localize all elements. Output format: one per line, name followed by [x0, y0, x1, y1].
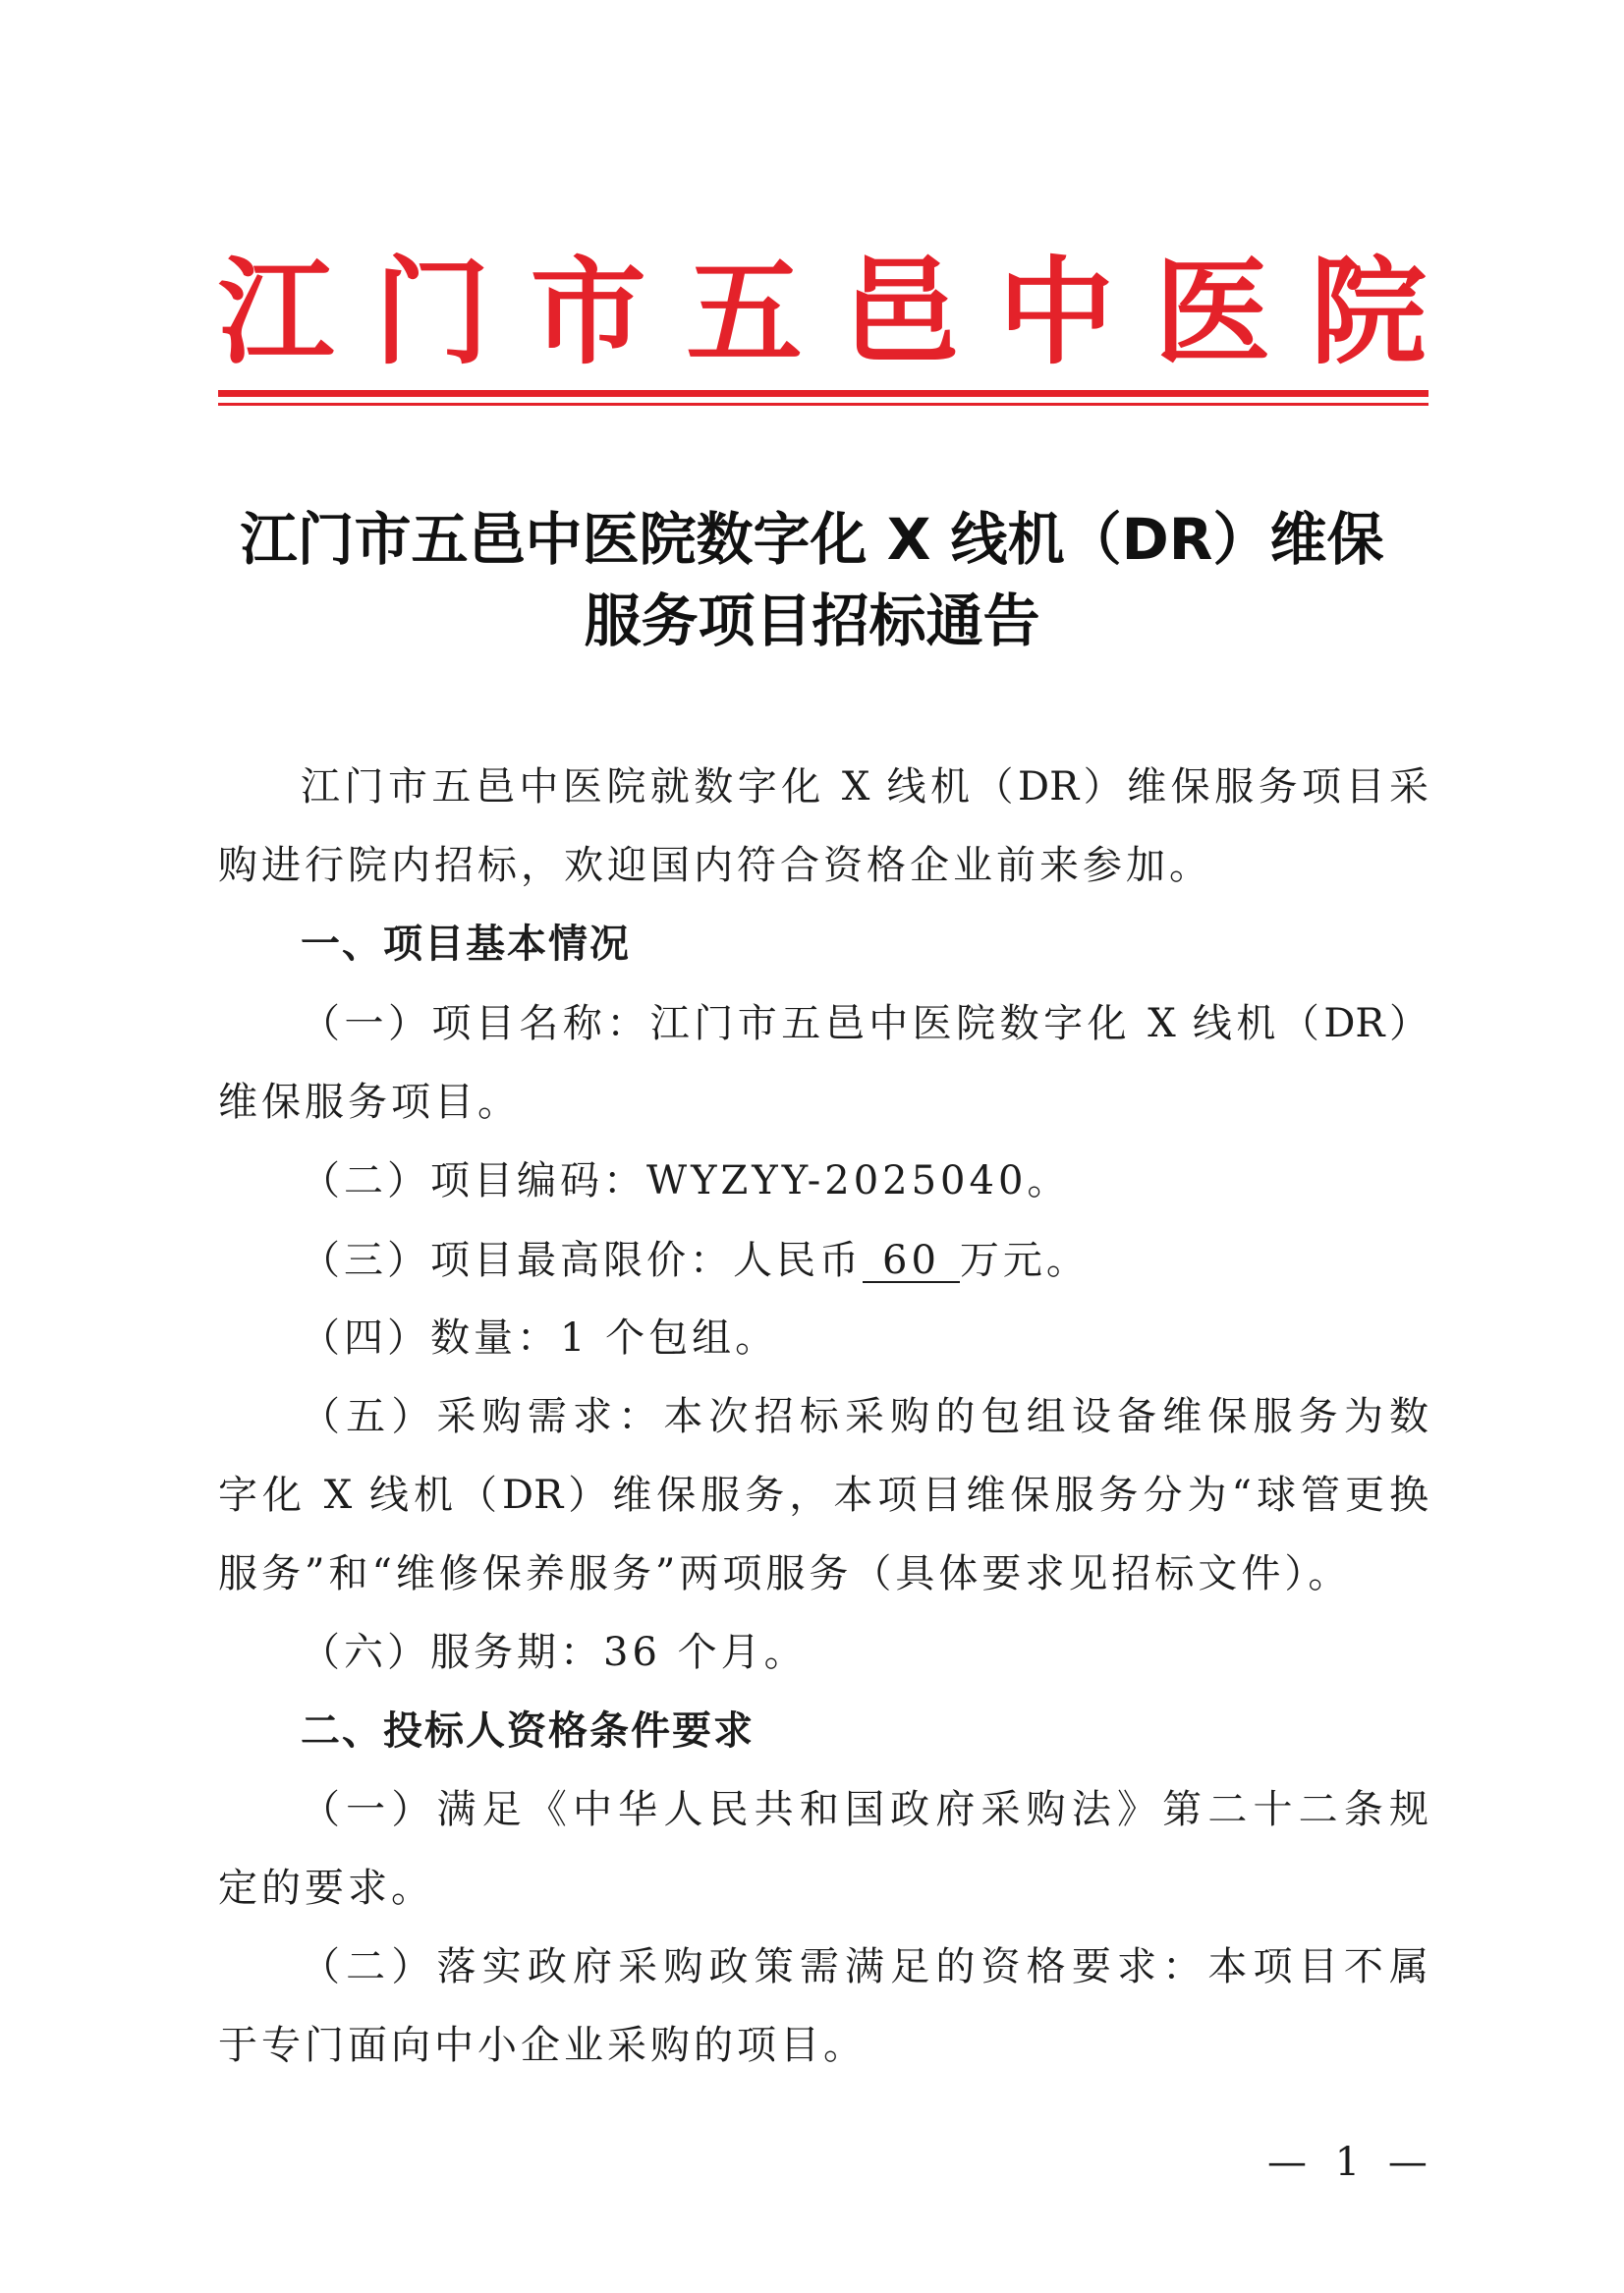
intro-paragraph-line-1: 江门市五邑中医院就数字化 X 线机（DR）维保服务项目采 [301, 764, 1428, 810]
section-1-item-6: （六）服务期：36 个月。 [301, 1630, 808, 1675]
letterhead-divider-thin [218, 403, 1428, 406]
section-2-heading: 二、投标人资格条件要求 [301, 1708, 755, 1754]
item-3-suffix: 万元。 [959, 1238, 1090, 1283]
section-2-item-1-line-1: （一）满足《中华人民共和国政府采购法》第二十二条规 [301, 1787, 1428, 1832]
letterhead-char: 江 [218, 245, 335, 380]
letterhead-char: 门 [373, 245, 490, 380]
section-1-item-4: （四）数量：1 个包组。 [301, 1315, 779, 1361]
section-1-item-5-line-3: 服务”和“维修保养服务”两项服务（具体要求见招标文件）。 [218, 1551, 1352, 1596]
section-1-item-1-line-2: 维保服务项目。 [218, 1080, 521, 1125]
document-title-line-2: 服务项目招标通告 [584, 587, 1040, 654]
letterhead-char: 市 [530, 245, 646, 380]
intro-paragraph-line-2: 购进行院内招标，欢迎国内符合资格企业前来参加。 [218, 843, 1212, 888]
letterhead-hospital-name [218, 244, 1427, 381]
section-2-item-2-line-1: （二）落实政府采购政策需满足的资格要求：本项目不属 [301, 1944, 1428, 1989]
section-2-item-1-line-2: 定的要求。 [218, 1866, 434, 1911]
document-title-line-1: 江门市五邑中医院数字化 X 线机（DR）维保 [240, 506, 1384, 573]
letterhead-char: 邑 [842, 245, 959, 380]
letterhead-char: 中 [998, 245, 1115, 380]
letterhead-divider-thick [218, 390, 1428, 397]
price-limit-value: 60 [863, 1240, 960, 1283]
section-1-item-5-line-1: （五）采购需求：本次招标采购的包组设备维保服务为数 [301, 1394, 1428, 1439]
letterhead-char: 医 [1154, 245, 1271, 380]
section-2-item-2-line-2: 于专门面向中小企业采购的项目。 [218, 2023, 867, 2068]
page-number: — 1 — [1267, 2140, 1435, 2185]
section-1-item-2: （二）项目编码：WYZYY-2025040。 [301, 1158, 1071, 1203]
letterhead-char: 五 [686, 245, 803, 380]
section-1-item-3 [301, 1240, 1428, 1283]
item-3-prefix: （三）项目最高限价：人民币 [301, 1238, 863, 1283]
section-1-item-1-line-1: （一）项目名称：江门市五邑中医院数字化 X 线机（DR） [301, 1001, 1428, 1046]
letterhead-char: 院 [1310, 245, 1427, 380]
section-1-heading: 一、项目基本情况 [301, 922, 631, 967]
section-1-item-5-line-2: 字化 X 线机（DR）维保服务，本项目维保服务分为“球管更换 [218, 1473, 1428, 1518]
